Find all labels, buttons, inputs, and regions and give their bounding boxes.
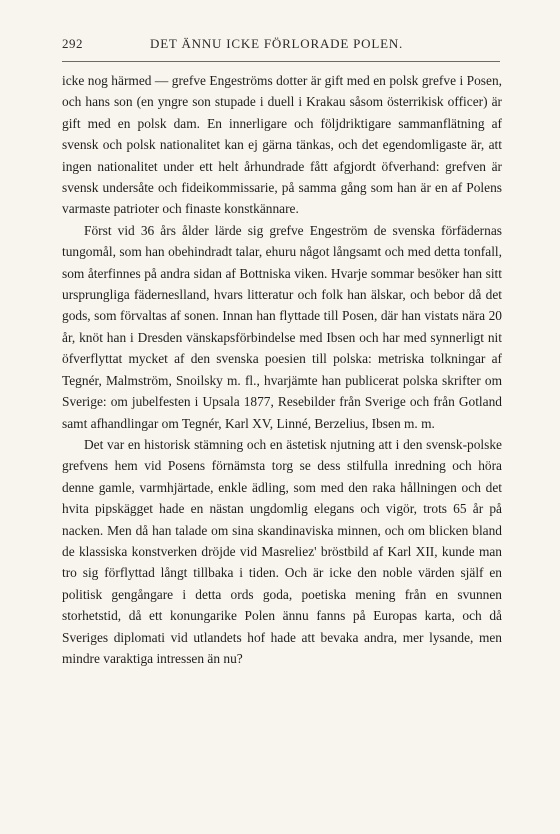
paragraph-2: Först vid 36 års ålder lärde sig grefve Engeström de svenska förfädernas tungomål, som han obehindradt talar, ehuru något långsamt och med detta tonfall, som återfinnes på andra sidan af Bottniska viken. Hvarje sommar besöker han sitt ursprungliga fäderneslland, hvars litteratur och folk han älskar, och bebor då det gods, som förvaltas af sonen. Innan han flyttade till Posen, där han vistats nära 20 år, knöt han i Dresden vänskapsförbindelse med Ibsen och har med synnerligt nit öfverflyttat mycket af den svenska poesien till polska: metriska tolkningar af Tegnér, Malmström, Snoilsky m. fl., hvarjämte han publicerat polska skrifter om Sverige: om jubelfesten i Upsala 1877, Resebilder från Sverige och från Gotland samt afhandlingar om Tegnér, Karl XV, Linné, Berzelius, Ibsen m. m. — [62, 222, 502, 431]
paragraph-3: Det var en historisk stämning och en ästetisk njutning att i den svensk-polske grefvens hem vid Posens förnämsta torg se dess stilfulla inredning och höra denne gamle, varmhjärtade, enkle ädling, som med den raka hållningen och det hvita pipskägget hade en nästan ungdomlig elegans och vigör, trots 65 år på nacken. Men då han talade om sina skandinaviska minnen, och om blicken bland de klassiska konstverken dröjde vid Masreliez' bröstbild af Karl XII, kunde man tro sig förflyttad långt tillbaka i tiden. Och är icke den noble värden själf en politisk gengångare i detta ords goda, poetiska mening från en svunnen storhetstid, då ett konungarike Polen ännu fanns på Europas karta, och då Sveriges diplomati vid utlandets hof hade att bevaka andra, mer lysande, men mindre varaktiga intressen än nu? — [62, 436, 502, 666]
running-head: DET ÄNNU ICKE FÖRLORADE POLEN. — [150, 36, 404, 51]
paragraph-1: icke nog härmed — grefve Engeströms dotter är gift med en polsk grefve i Posen, och hans son (en yngre son stupade i duell i Krakau såsom österrikisk officer) är gift med en polsk dam. En innerligare och följdriktigare sammanflätning af svensk och polsk nationalitet kan ej gärna tänkas, och det egendomligaste är, att ingen nationalitet under ett helt århundrade fått afgjordt öfverhand: grefven är svensk undersåte och fideikommissarie, på samma gång som han är en af Polens varmaste patrioter och finaste konstkännare. — [62, 73, 502, 217]
header-rule — [62, 61, 500, 62]
page-text — [62, 70, 502, 669]
page-header — [62, 36, 500, 56]
page-number: 292 — [62, 36, 83, 51]
